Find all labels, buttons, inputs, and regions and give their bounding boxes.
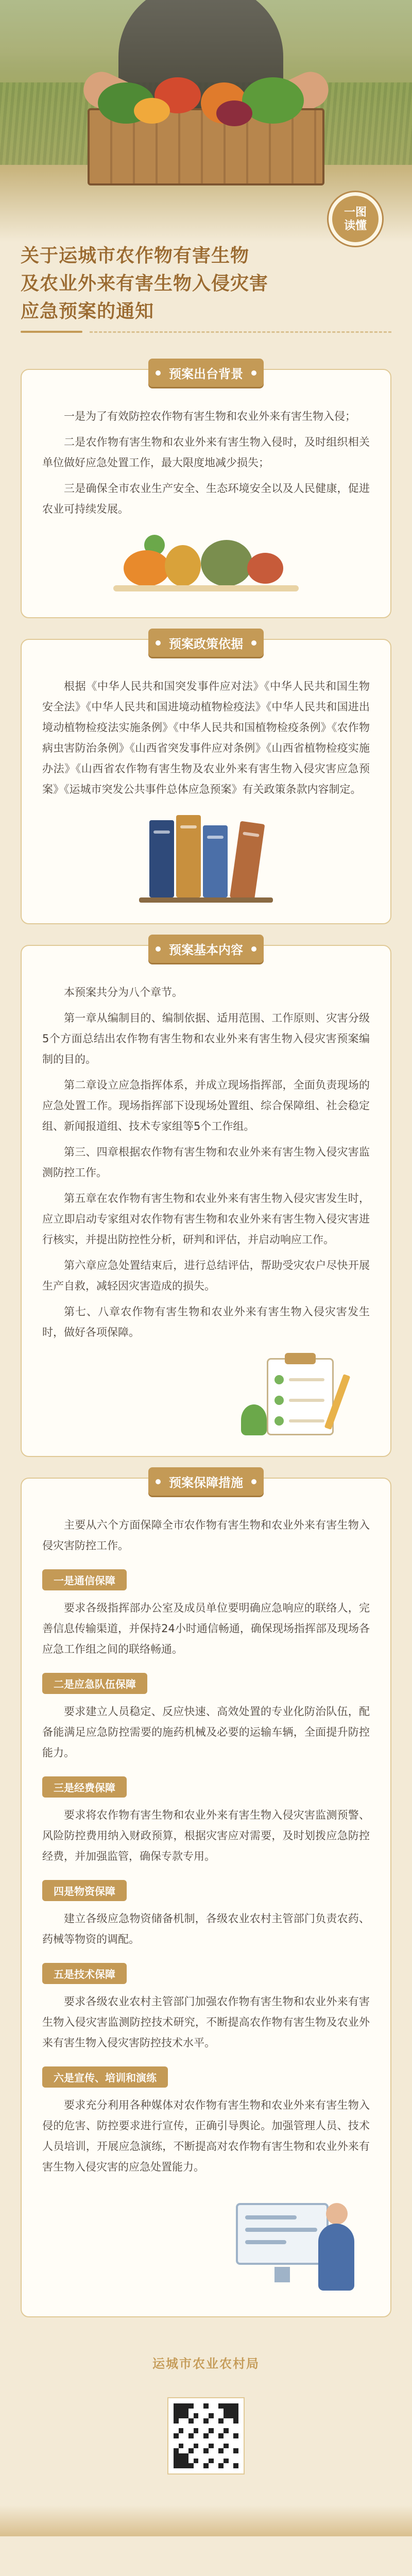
paragraph: 第一章从编制目的、编制依据、适用范围、工作原则、灾害分级5个方面总结出农作物有害生物和农业外来有害生物入侵灾害预案编制的目的。 bbox=[42, 1012, 370, 1065]
measure-title: 一是通信保障 bbox=[42, 1569, 127, 1590]
paragraph: 第五章在农作物有害生物和农业外来有害生物入侵灾害发生时，应立即启动专家组对农作物有害生物和农业外来有害生物入侵灾害进行核实，并提出防控性分析，研判和评估，并启动响应工作。 bbox=[42, 1192, 370, 1246]
paragraph: 主要从六个方面保障全市农作物有害生物和农业外来有害生物入侵灾害防控工作。 bbox=[42, 1519, 370, 1552]
paragraph: 建立各级应急物资储备机制，各级农业农村主管部门负责农药、药械等物资的调配。 bbox=[42, 1912, 370, 1945]
publisher-name: 运城市农业农村局 bbox=[152, 2357, 260, 2371]
measure-item bbox=[42, 1561, 370, 1659]
paragraph: 一是为了有效防控农作物有害生物和农业外来有害生物入侵； bbox=[64, 410, 356, 422]
paragraph: 要求将农作物有害生物和农业外来有害生物入侵灾害监测预警、风险防控费用纳入财政预算，根据灾害应对需要，及时划拨应急防控经费，并加强监管，确保专款专用。 bbox=[42, 1809, 370, 1862]
section-policy-basis bbox=[21, 639, 391, 924]
badge-line-2: 读懂 bbox=[344, 219, 367, 232]
measure-item bbox=[42, 1768, 370, 1867]
section-heading: 预案保障措施 bbox=[148, 1467, 264, 1496]
vegetables-illustration bbox=[113, 524, 299, 597]
paragraph: 第三、四章根据农作物有害生物和农业外来有害生物入侵灾害监测防控工作。 bbox=[42, 1146, 370, 1179]
section-heading: 预案出台背景 bbox=[148, 359, 264, 387]
paragraph: 要求充分利用各种媒体对农作物有害生物和农业外来有害生物入侵的危害、防控要求进行宣传，正确引导舆论。加强管理人员、技术人员培训，开展应急演练，不断提高对农作物有害生物和农业外来有害生物入侵灾害的应急处置能力。 bbox=[42, 2099, 370, 2173]
measure-item bbox=[42, 1955, 370, 2053]
measure-item bbox=[42, 1665, 370, 1763]
section-heading: 预案政策依据 bbox=[148, 629, 264, 657]
measure-title: 二是应急队伍保障 bbox=[42, 1673, 147, 1694]
measure-item bbox=[42, 1872, 370, 1950]
paragraph: 本预案共分为八个章节。 bbox=[64, 986, 183, 998]
footer bbox=[0, 2317, 412, 2505]
title-line-1: 关于运城市农作物有害生物 bbox=[21, 245, 250, 266]
measure-title: 四是物资保障 bbox=[42, 1880, 127, 1901]
section-background bbox=[21, 369, 391, 618]
worker-illustration bbox=[215, 2193, 370, 2296]
checklist-illustration bbox=[236, 1353, 370, 1435]
read-badge bbox=[327, 191, 384, 247]
books-illustration bbox=[139, 810, 273, 903]
measure-title: 五是技术保障 bbox=[42, 1963, 127, 1984]
title-divider bbox=[21, 331, 391, 333]
section-safeguards bbox=[21, 1478, 391, 2317]
section-basic-content bbox=[21, 945, 391, 1457]
paragraph: 三是确保全市农业生产安全、生态环境安全以及人民健康，促进农业可持续发展。 bbox=[42, 482, 370, 515]
paragraph: 要求各级指挥部办公室及成员单位要明确应急响应的联络人，完善信息传输渠道，并保持24小时通信畅通，确保现场指挥部及现场各应急工作组之间的联络畅通。 bbox=[42, 1602, 370, 1655]
measure-title: 六是宣传、培训和演练 bbox=[42, 2066, 168, 2088]
measure-title: 三是经费保障 bbox=[42, 1776, 127, 1798]
title-line-2: 及农业外来有害生物入侵灾害 bbox=[21, 273, 269, 294]
paragraph: 二是农作物有害生物和农业外来有害生物入侵时，及时组织相关单位做好应急处置工作，最大限度地减少损失； bbox=[42, 436, 370, 469]
qr-code-icon[interactable] bbox=[167, 2397, 245, 2475]
paragraph: 第六章应急处置结束后，进行总结评估，帮助受灾农户尽快开展生产自救，减轻因灾害造成的损失。 bbox=[42, 1259, 370, 1292]
section-heading: 预案基本内容 bbox=[148, 935, 264, 963]
page-title bbox=[21, 242, 391, 326]
paragraph: 第七、八章农作物有害生物和农业外来有害生物入侵灾害发生时，做好各项保障。 bbox=[42, 1306, 370, 1338]
title-line-3: 应急预案的通知 bbox=[21, 301, 154, 322]
paragraph: 要求建立人员稳定、反应快速、高效处置的专业化防治队伍，配备能满足应急防控需要的施药机械及必要的运输车辆，全面提升防控能力。 bbox=[42, 1705, 370, 1759]
title-section bbox=[0, 206, 412, 348]
paragraph: 要求各级农业农村主管部门加强农作物有害生物和农业外来有害生物入侵灾害监测防控技术研究，不断提高农作物有害生物及农业外来有害生物入侵灾害防控技术水平。 bbox=[42, 1995, 370, 2049]
paragraph: 第二章设立应急指挥体系，并成立现场指挥部，全面负责现场的应急处置工作。现场指挥部下设现场处置组、综合保障组、社会稳定组、新闻报道组、技术专家组等5个工作组。 bbox=[42, 1079, 370, 1132]
measure-item bbox=[42, 2058, 370, 2177]
badge-line-1: 一图 bbox=[344, 206, 367, 219]
paragraph: 根据《中华人民共和国突发事件应对法》《中华人民共和国生物安全法》《中华人民共和国进境动植物检疫法》《中华人民共和国进出境动植物检疫法实施条例》《中华人民共和国植物检疫条例》《农作物病虫害防治条例》《山西省突发事件应对条例》《山西省植物检疫实施办法》《山西省农作物有害生物及农业外来有害生物入侵灾害应急预案》《运城市突发公共事件总体应急预案》有关政策条款内容制定。 bbox=[42, 680, 370, 795]
